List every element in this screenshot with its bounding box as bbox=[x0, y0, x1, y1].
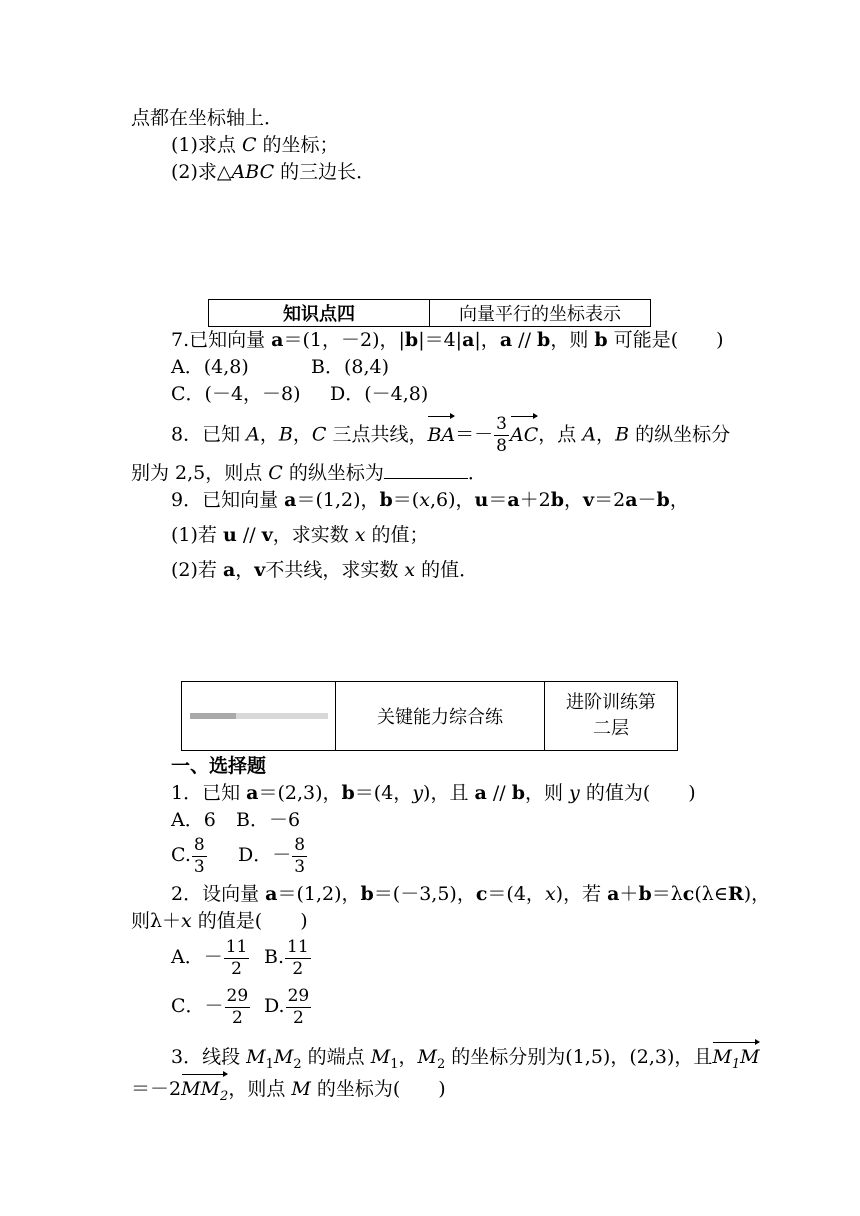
fraction-3-8: $\frac{3}{8}$ bbox=[496, 414, 507, 456]
progress-cell bbox=[182, 682, 336, 751]
section4-subtitle: 向量平行的坐标表示 bbox=[430, 300, 651, 327]
problem6-continuation: 点都在坐标轴上． bbox=[131, 107, 284, 129]
problem7-option-b: B．(8,4) bbox=[311, 356, 390, 378]
key-ability-title: 关键能力综合练 bbox=[336, 682, 545, 751]
problem7-stem: 7.已知向量 a＝(1，－2)，|b|＝4|a|，a // b，则 b 可能是( ) bbox=[171, 329, 724, 351]
mc2-option-b: B. $\frac{11}{2}$ bbox=[264, 936, 309, 979]
problem9-stem: 9．已知向量 a＝(1,2)，b＝(x,6)，u＝a＋2b，v＝2a－b， bbox=[171, 489, 689, 511]
problem8-line2: 别为 2,5，则点 C 的纵坐标为 ． bbox=[131, 462, 487, 484]
vector-m1m: $M_1M$ bbox=[712, 1045, 759, 1077]
problem9-question1: (1)若 u // v，求实数 x 的值； bbox=[171, 524, 429, 546]
mc2-line2: 则λ＋x 的值是( ) bbox=[131, 910, 308, 932]
section4-title: 知识点四 bbox=[209, 300, 430, 327]
progress-bar bbox=[190, 713, 328, 719]
problem7-option-c: C．(－4，－8) bbox=[171, 383, 301, 405]
problem7-option-a: A．(4,8) bbox=[171, 356, 249, 378]
mc1-option-d: D．－ $\frac{8}{3}$ bbox=[238, 834, 306, 877]
problem6-question1: (1)求点 C 的坐标； bbox=[171, 134, 339, 156]
section4-header bbox=[208, 299, 651, 327]
answer-blank[interactable] bbox=[384, 460, 468, 479]
mc3-stem: 3．线段 $M_1M_2$ 的端点 $M_1$，$M_2$ 的坐标分别为(1,5)，(2,3)，且$M_1M$ bbox=[171, 1045, 760, 1077]
problem8-stem: 8．已知 A，B，C 三点共线，BA＝－ $\frac{3}{8}$ AC，点 A，B 的纵坐标分 bbox=[171, 414, 731, 456]
problem6-question2: (2)求△ABC 的三边长． bbox=[171, 161, 376, 183]
problem9-question2: (2)若 a，v不共线，求实数 x 的值． bbox=[171, 559, 479, 581]
mc1-option-a: A．6 bbox=[171, 809, 216, 831]
mc1-stem: 1．已知 a＝(2,3)，b＝(4，y)，且 a // b，则 y 的值为( ) bbox=[171, 782, 696, 804]
mc2-option-c: C．－ $\frac{29}{2}$ bbox=[171, 985, 249, 1028]
vector-ac: AC bbox=[510, 419, 538, 451]
mc1-option-b: B．－6 bbox=[236, 809, 301, 831]
vector-ba: BA bbox=[427, 419, 455, 451]
training-tag: 进阶训练第 二层 bbox=[545, 682, 678, 751]
key-ability-header bbox=[181, 681, 678, 751]
vector-mm2: $MM_2$ bbox=[181, 1077, 228, 1109]
mc2-option-d: D. $\frac{29}{2}$ bbox=[264, 985, 310, 1028]
mc1-option-c: C. $\frac{8}{3}$ bbox=[171, 834, 205, 877]
problem7-option-d: D．(－4,8) bbox=[330, 383, 429, 405]
mc2-option-a: A．－ $\frac{11}{2}$ bbox=[171, 936, 248, 979]
mc2-stem: 2．设向量 a＝(1,2)，b＝(－3,5)，c＝(4，x)，若 a＋b＝λc(λ∈R)， bbox=[171, 883, 771, 905]
mc3-line2: $=-2MM_2$，则点 M 的坐标为( ) bbox=[131, 1077, 446, 1109]
part1-title: 一、选择题 bbox=[171, 755, 267, 777]
